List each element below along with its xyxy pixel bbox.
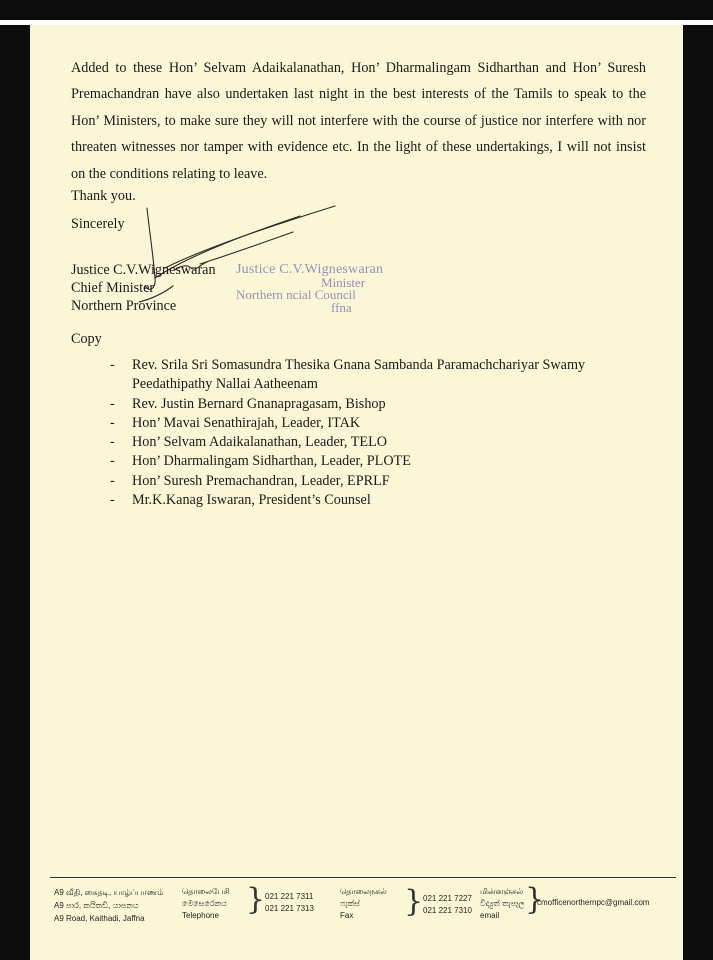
stamp-line-3: Northern ncial Council [236, 287, 356, 302]
closing-thanks: Thank you. [71, 188, 136, 204]
fax-number-1: 021 221 7227 [423, 894, 472, 903]
stamp-line-2: Minister [321, 274, 366, 290]
list-item: - Mr.K.Kanag Iswaran, President’s Counsel [110, 491, 610, 510]
list-item: - Rev. Srila Sri Somasundra Thesika Gnana Sambanda Paramachchariyar Swamy Peedathipathy Nallai Aatheenam [110, 357, 586, 393]
signatory-name: Justice C.V.Wigneswaran [71, 262, 216, 278]
phone-number-2: 021 221 7313 [265, 904, 314, 913]
stamp-line-4: ffna [331, 299, 352, 315]
footer-divider [50, 877, 676, 878]
fax-label: தொலைநகல் ෆැක්ස් Fax [340, 887, 387, 920]
bullet-dash: - [110, 492, 115, 509]
top-black-border [0, 0, 713, 20]
signatory-province: Northern Province [71, 298, 177, 315]
letter-body-paragraph: Added to these Hon’ Selvam Adaikalanathan, Hon’ Dharmalingam Sidharthan and Hon’ Suresh Premachandran have also undertaken last night in the best interests of the Tamils to speak to the Hon’ Ministers, to make sure they will not interfere with the course of justice nor interfere with nor threaten witnesses nor tamper with evidence etc. In the light of these undertakings, I will not insist on the conditions relating to leave. [71, 60, 646, 182]
email-address: cmofficenorthernpc@gmail.com [537, 898, 650, 907]
telephone-label: தொலைபேசி මෙසෙරෙනය Telephone [182, 887, 230, 920]
address-tamil: A9 வீதி, கைதடி, யாழ்ப்பாணம் [54, 888, 164, 897]
cc-list [110, 356, 610, 510]
right-black-border [683, 25, 713, 960]
stamp-line-1: Justice C.V.Wigneswaran [236, 262, 384, 277]
letter-page [30, 25, 683, 960]
fax-numbers [423, 893, 472, 917]
bullet-dash: - [110, 357, 115, 373]
closing-sincerely: Sincerely [71, 216, 125, 232]
bullet-dash: - [110, 472, 115, 489]
address-sinhala: A9 පාර, කයිතඩි, යාපනය [54, 901, 139, 910]
email-label: மின்னஞ்சல் විද්‍යුත් තැපෑල email [480, 887, 525, 920]
list-item: - Hon’ Suresh Premachandran, Leader, EPRLF [110, 472, 610, 491]
letterhead-footer [30, 883, 683, 933]
fax-number-2: 021 221 7310 [423, 906, 472, 915]
telephone-numbers [265, 891, 314, 915]
signature-block [71, 261, 216, 316]
list-item: - Hon’ Selvam Adaikalanathan, Leader, TELO [110, 433, 610, 452]
footer-address [54, 886, 164, 925]
list-item: - Rev. Justin Bernard Gnanapragasam, Bishop [110, 395, 610, 414]
official-stamp [236, 264, 426, 314]
signatory-title: Chief Minister [71, 280, 155, 297]
phone-number-1: 021 221 7311 [265, 892, 314, 901]
copy-heading: Copy [71, 331, 102, 347]
bullet-dash: - [110, 453, 115, 470]
list-item: - Hon’ Mavai Senathirajah, Leader, ITAK [110, 414, 610, 433]
brace-icon: } [404, 884, 424, 919]
bullet-dash: - [110, 395, 115, 412]
brace-icon: } [525, 882, 545, 917]
address-english: A9 Road, Kaithadi, Jaffna [54, 914, 145, 923]
left-black-border [0, 25, 30, 960]
bullet-dash: - [110, 434, 115, 451]
bullet-dash: - [110, 414, 115, 431]
brace-icon: } [246, 882, 266, 917]
list-item: - Hon’ Dharmalingam Sidharthan, Leader, PLOTE [110, 452, 610, 471]
